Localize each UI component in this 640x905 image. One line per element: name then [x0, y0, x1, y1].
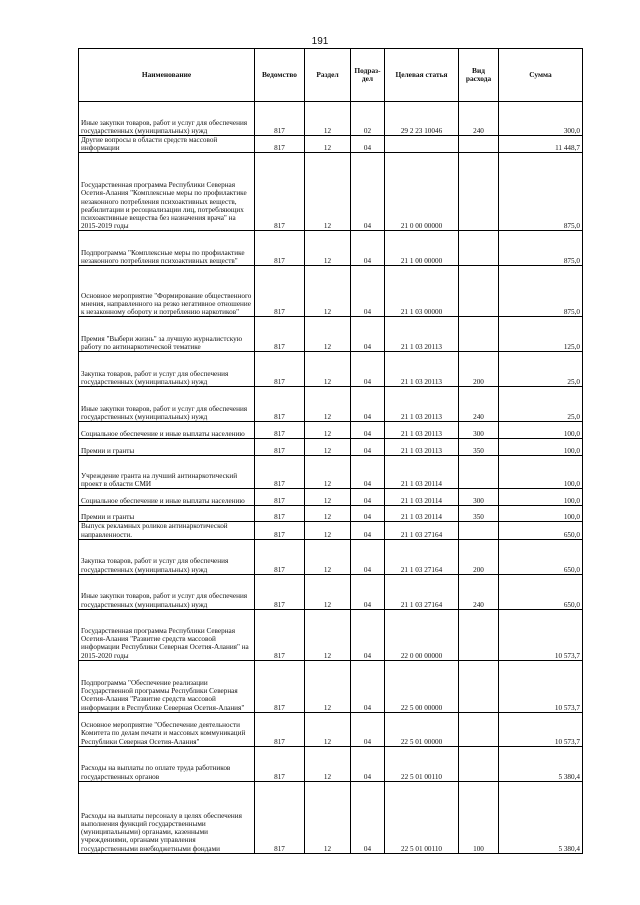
row-target: 22 0 00 00000 [385, 609, 459, 660]
row-subsection: 04 [351, 387, 385, 422]
row-amount: 650,0 [499, 522, 583, 539]
row-amount: 25,0 [499, 387, 583, 422]
row-target: 21 1 03 27164 [385, 574, 459, 609]
row-target: 21 1 03 20114 [385, 506, 459, 522]
row-expense-type [459, 266, 499, 317]
row-department: 817 [255, 439, 305, 456]
row-subsection: 04 [351, 266, 385, 317]
header-subsection: Подраз-дел [351, 49, 385, 102]
row-subsection: 04 [351, 746, 385, 781]
row-subsection: 04 [351, 660, 385, 712]
header-expense-type: Вид расхода [459, 49, 499, 102]
row-section: 12 [305, 609, 351, 660]
row-department: 817 [255, 522, 305, 539]
row-expense-type [459, 317, 499, 352]
row-section: 12 [305, 439, 351, 456]
row-name: Подпрограмма "Комплексные меры по профилактике незаконного потребления психоактивных веществ" [79, 231, 255, 266]
row-expense-type [459, 456, 499, 489]
row-name: Закупка товаров, работ и услуг для обеспечения государственных (муниципальных) нужд [79, 539, 255, 574]
header-amount: Сумма [499, 49, 583, 102]
row-section: 12 [305, 489, 351, 506]
row-name: Подпрограмма "Обеспечение реализации Государственной программы Республики Северная Осетия-Алания "Развитие средств массовой информации в Республике Северная Осетия-Алания" [79, 660, 255, 712]
row-section: 12 [305, 102, 351, 136]
row-section: 12 [305, 574, 351, 609]
row-department: 817 [255, 102, 305, 136]
row-subsection: 04 [351, 781, 385, 853]
row-name: Премии и гранты [79, 439, 255, 456]
row-amount: 25,0 [499, 352, 583, 387]
table-row [79, 317, 583, 352]
row-target: 21 1 03 20113 [385, 422, 459, 439]
row-section: 12 [305, 317, 351, 352]
row-target: 21 1 03 20114 [385, 489, 459, 506]
row-name: Премии и гранты [79, 506, 255, 522]
row-expense-type: 240 [459, 387, 499, 422]
row-subsection: 04 [351, 506, 385, 522]
row-target: 21 1 03 27164 [385, 539, 459, 574]
row-target: 21 1 03 27164 [385, 522, 459, 539]
row-subsection: 04 [351, 489, 385, 506]
row-target: 22 5 01 00000 [385, 712, 459, 746]
page-number: 191 [311, 36, 329, 47]
table-row [79, 574, 583, 609]
header-name: Наименование [79, 49, 255, 102]
row-amount: 100,0 [499, 456, 583, 489]
row-expense-type: 100 [459, 781, 499, 853]
row-expense-type [459, 136, 499, 153]
row-department: 817 [255, 456, 305, 489]
row-department: 817 [255, 574, 305, 609]
row-section: 12 [305, 136, 351, 153]
row-subsection: 04 [351, 456, 385, 489]
row-department: 817 [255, 136, 305, 153]
row-section: 12 [305, 712, 351, 746]
table-row [79, 609, 583, 660]
table-row [79, 231, 583, 266]
row-expense-type: 200 [459, 352, 499, 387]
row-amount: 650,0 [499, 574, 583, 609]
row-expense-type [459, 153, 499, 231]
row-expense-type: 350 [459, 439, 499, 456]
row-expense-type [459, 746, 499, 781]
row-department: 817 [255, 506, 305, 522]
row-department: 817 [255, 781, 305, 853]
row-expense-type [459, 712, 499, 746]
table-row [79, 439, 583, 456]
row-expense-type: 300 [459, 489, 499, 506]
row-amount: 5 380,4 [499, 746, 583, 781]
row-target: 22 5 01 00110 [385, 781, 459, 853]
row-amount: 10 573,7 [499, 660, 583, 712]
row-target: 29 2 23 10046 [385, 102, 459, 136]
header-target: Целевая статья [385, 49, 459, 102]
row-name: Расходы на выплаты персоналу в целях обеспечения выполнения функций государственными (муниципальными) органами, казенными учреждениями, органами управления государственными внебюджетными фондами [79, 781, 255, 853]
row-department: 817 [255, 422, 305, 439]
row-name: Государственная программа Республики Северная Осетия-Алания "Комплексные меры по профилактике незаконного потребления психоактивных веществ, реабилитации и ресоциализации лиц, потребляющих психоактивные вещества без назначения врача" на 2015-2019 годы [79, 153, 255, 231]
table-row [79, 506, 583, 522]
row-section: 12 [305, 746, 351, 781]
header-row [79, 49, 583, 102]
row-name: Расходы на выплаты по оплате труда работников государственных органов [79, 746, 255, 781]
row-department: 817 [255, 712, 305, 746]
row-department: 817 [255, 352, 305, 387]
row-expense-type [459, 609, 499, 660]
row-name: Социальное обеспечение и иные выплаты населению [79, 422, 255, 439]
row-target: 22 5 00 00000 [385, 660, 459, 712]
row-target: 21 1 00 00000 [385, 231, 459, 266]
row-department: 817 [255, 317, 305, 352]
row-section: 12 [305, 522, 351, 539]
row-expense-type: 300 [459, 422, 499, 439]
row-subsection: 04 [351, 352, 385, 387]
row-section: 12 [305, 422, 351, 439]
row-subsection: 02 [351, 102, 385, 136]
row-department: 817 [255, 489, 305, 506]
row-section: 12 [305, 266, 351, 317]
row-amount: 125,0 [499, 317, 583, 352]
table-row [79, 352, 583, 387]
row-subsection: 04 [351, 153, 385, 231]
row-section: 12 [305, 456, 351, 489]
row-subsection: 04 [351, 317, 385, 352]
row-target: 21 1 03 20113 [385, 352, 459, 387]
row-department: 817 [255, 609, 305, 660]
table-row [79, 153, 583, 231]
row-target: 21 1 03 20113 [385, 387, 459, 422]
row-target: 21 1 03 20113 [385, 317, 459, 352]
row-name: Другие вопросы в области средств массовой информации [79, 136, 255, 153]
table-row [79, 422, 583, 439]
table-row [79, 522, 583, 539]
table-row [79, 660, 583, 712]
row-name: Иные закупки товаров, работ и услуг для обеспечения государственных (муниципальных) нужд [79, 574, 255, 609]
row-department: 817 [255, 746, 305, 781]
row-amount: 100,0 [499, 422, 583, 439]
row-subsection: 04 [351, 231, 385, 266]
row-subsection: 04 [351, 574, 385, 609]
row-name: Учреждение гранта на лучший антинаркотический проект в области СМИ [79, 456, 255, 489]
row-name: Закупка товаров, работ и услуг для обеспечения государственных (муниципальных) нужд [79, 352, 255, 387]
row-subsection: 04 [351, 422, 385, 439]
row-target: 21 1 03 20114 [385, 456, 459, 489]
row-subsection: 04 [351, 609, 385, 660]
row-expense-type [459, 231, 499, 266]
row-amount: 875,0 [499, 153, 583, 231]
row-name: Иные закупки товаров, работ и услуг для обеспечения государственных (муниципальных) нужд [79, 387, 255, 422]
row-amount: 11 448,7 [499, 136, 583, 153]
row-expense-type [459, 522, 499, 539]
table-row [79, 102, 583, 136]
row-target: 21 1 03 20113 [385, 439, 459, 456]
row-amount: 300,0 [499, 102, 583, 136]
table-row [79, 539, 583, 574]
table-row [79, 136, 583, 153]
row-department: 817 [255, 266, 305, 317]
table-row [79, 266, 583, 317]
row-name: Государственная программа Республики Северная Осетия-Алания "Развитие средств массовой информации Республики Северная Осетия-Алания" на 2015-2020 годы [79, 609, 255, 660]
header-section: Раздел [305, 49, 351, 102]
row-subsection: 04 [351, 522, 385, 539]
table-row [79, 387, 583, 422]
row-expense-type [459, 660, 499, 712]
row-expense-type: 240 [459, 102, 499, 136]
row-amount: 10 573,7 [499, 609, 583, 660]
row-amount: 100,0 [499, 439, 583, 456]
budget-table [78, 48, 583, 854]
row-name: Основное мероприятие "Обеспечение деятельности Комитета по делам печати и массовых коммуникаций Республики Северная Осетия-Алания" [79, 712, 255, 746]
row-department: 817 [255, 153, 305, 231]
row-section: 12 [305, 660, 351, 712]
row-amount: 100,0 [499, 506, 583, 522]
row-target: 21 0 00 00000 [385, 153, 459, 231]
table-row [79, 746, 583, 781]
row-amount: 650,0 [499, 539, 583, 574]
row-section: 12 [305, 539, 351, 574]
row-subsection: 04 [351, 539, 385, 574]
row-section: 12 [305, 781, 351, 853]
row-name: Выпуск рекламных роликов антинаркотической направленности. [79, 522, 255, 539]
row-expense-type: 240 [459, 574, 499, 609]
table-row [79, 781, 583, 853]
row-amount: 10 573,7 [499, 712, 583, 746]
row-section: 12 [305, 506, 351, 522]
row-section: 12 [305, 153, 351, 231]
row-amount: 875,0 [499, 266, 583, 317]
row-section: 12 [305, 231, 351, 266]
row-department: 817 [255, 660, 305, 712]
row-section: 12 [305, 352, 351, 387]
row-department: 817 [255, 231, 305, 266]
row-name: Иные закупки товаров, работ и услуг для обеспечения государственных (муниципальных) нужд [79, 102, 255, 136]
row-name: Основное мероприятие "Формирование общественного мнения, направленного на резко негативное отношение к незаконному обороту и потреблению наркотиков" [79, 266, 255, 317]
row-amount: 5 380,4 [499, 781, 583, 853]
row-amount: 100,0 [499, 489, 583, 506]
table-row [79, 489, 583, 506]
row-section: 12 [305, 387, 351, 422]
row-amount: 875,0 [499, 231, 583, 266]
table-row [79, 456, 583, 489]
row-department: 817 [255, 387, 305, 422]
table-row [79, 712, 583, 746]
row-subsection: 04 [351, 712, 385, 746]
row-subsection: 04 [351, 136, 385, 153]
row-name: Премия "Выбери жизнь" за лучшую журналистскую работу по антинаркотической тематике [79, 317, 255, 352]
row-department: 817 [255, 539, 305, 574]
row-subsection: 04 [351, 439, 385, 456]
row-expense-type: 200 [459, 539, 499, 574]
row-expense-type: 350 [459, 506, 499, 522]
header-department: Ведомство [255, 49, 305, 102]
row-target [385, 136, 459, 153]
row-name: Социальное обеспечение и иные выплаты населению [79, 489, 255, 506]
row-target: 21 1 03 00000 [385, 266, 459, 317]
row-target: 22 5 01 00110 [385, 746, 459, 781]
